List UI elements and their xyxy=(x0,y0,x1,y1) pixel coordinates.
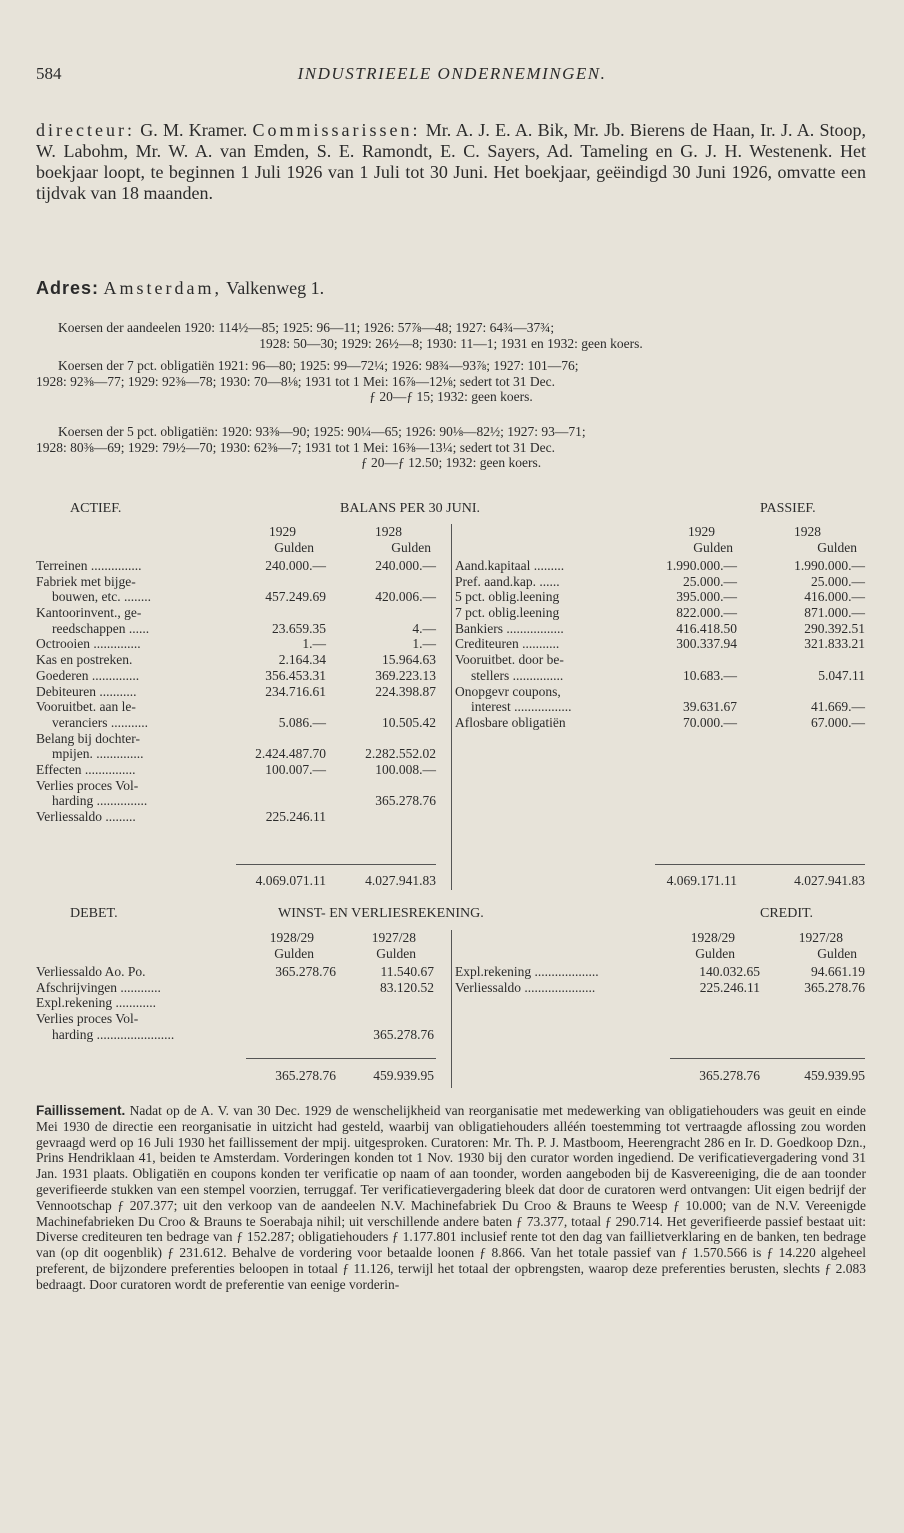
table-row xyxy=(36,621,446,637)
year-header: 1927/28 xyxy=(798,930,843,945)
table-row xyxy=(36,980,446,996)
intro-paragraph xyxy=(36,120,866,204)
row-value: 822.000.— xyxy=(676,605,737,621)
total-value: 365.278.76 xyxy=(699,1068,760,1083)
table-row xyxy=(36,746,446,762)
unit-header: Gulden xyxy=(817,945,857,961)
row-label: harding ....................... xyxy=(52,1026,175,1042)
table-row xyxy=(455,605,865,621)
row-label: Aand.kapitaal ......... xyxy=(455,558,565,573)
table-row xyxy=(455,668,865,684)
passief-table xyxy=(455,558,865,731)
year-header: 1929 xyxy=(688,524,715,539)
table-row xyxy=(36,1011,446,1027)
koersen-line: 1928: 92⅜—77; 1929: 92⅜—78; 1930: 70—8⅛; 1931 tot 1 Mei: 16⅞—12⅛; sedert tot 31 Dec. xyxy=(36,373,555,389)
row-label: Kantoorinvent., ge- xyxy=(36,605,142,621)
total-value: 4.069.171.11 xyxy=(666,873,737,888)
year-header: 1928 xyxy=(375,524,402,539)
row-value: 416.000.— xyxy=(804,589,865,605)
winst-debet-header xyxy=(36,930,446,961)
row-value: 321.833.21 xyxy=(804,636,865,652)
row-label: Expl.rekening ................... xyxy=(455,964,599,979)
table-row xyxy=(455,980,865,996)
actief-total-rule xyxy=(236,864,436,865)
table-row xyxy=(455,558,865,574)
row-value: 67.000.— xyxy=(811,714,865,730)
total-value: 459.939.95 xyxy=(804,1068,865,1083)
row-label: Terreinen ............... xyxy=(36,558,142,573)
koersen-aandeelen xyxy=(36,320,866,351)
row-value: 365.278.76 xyxy=(375,793,436,809)
balans-passief-header xyxy=(455,524,865,555)
row-value: 15.964.63 xyxy=(382,652,436,668)
row-label: Pref. aand.kap. ...... xyxy=(455,573,560,589)
row-value: 41.669.— xyxy=(811,699,865,715)
row-value: 100.007.— xyxy=(265,761,326,777)
row-value: 234.716.61 xyxy=(265,683,326,699)
intro-body: Mr. A. J. E. A. Bik, Mr. Jb. Bierens de Haan, Ir. J. A. Stoop, W. Labohm, Mr. W. A. van Emden, S. E. Ramondt, E. C. Sayers, Ad. Tameling en G. J. H. Westenenk. Het boekjaar loopt, te beginnen 1 Juli 1926 van 1 Juli tot 30 Juni. Het boekjaar, geëindigd 30 Juni 1926, omvatte een tijdvak van 18 maanden. xyxy=(36,120,866,203)
credit-total xyxy=(455,1068,865,1084)
address-city: Amsterdam, xyxy=(103,278,222,298)
table-row xyxy=(36,636,446,652)
row-value: 1.990.000.— xyxy=(794,558,865,573)
row-value: 395.000.— xyxy=(676,589,737,605)
row-label: reedschappen ...... xyxy=(52,620,150,636)
table-row xyxy=(36,1027,446,1043)
balans-actief-header xyxy=(36,524,446,555)
address-label: Adres: xyxy=(36,278,100,298)
row-label: Debiteuren ........... xyxy=(36,683,137,699)
table-row xyxy=(36,778,446,794)
table-row xyxy=(36,668,446,684)
row-label: Vooruitbet. door be- xyxy=(455,652,564,668)
koersen-line: 1928: 80⅜—69; 1929: 79½—70; 1930: 62⅜—7; 1931 tot 1 Mei: 16⅜—13¼; sedert tot 31 Dec. xyxy=(36,439,555,455)
running-title: INDUSTRIEELE ONDERNEMINGEN. xyxy=(297,64,607,83)
winst-credit-title: CREDIT. xyxy=(760,906,814,921)
winst-title: WINST- EN VERLIESREKENING. xyxy=(278,906,484,921)
table-row xyxy=(36,793,446,809)
koersen-5pct xyxy=(36,424,866,471)
row-label: Onopgevr coupons, xyxy=(455,683,561,699)
table-row xyxy=(455,589,865,605)
table-row xyxy=(36,684,446,700)
balans-title: BALANS PER 30 JUNI. xyxy=(340,501,481,516)
row-value: 5.047.11 xyxy=(818,667,865,683)
row-value: 140.032.65 xyxy=(699,964,760,979)
row-label: Kas en postreken. xyxy=(36,652,133,668)
year-header: 1927/28 xyxy=(371,930,416,945)
year-header: 1928 xyxy=(794,524,821,539)
winst-credit-header xyxy=(455,930,865,961)
table-row xyxy=(455,636,865,652)
unit-header: Gulden xyxy=(274,539,314,555)
table-row xyxy=(36,762,446,778)
row-value: 420.006.— xyxy=(375,589,436,605)
unit-header: Gulden xyxy=(695,945,735,961)
row-value: 365.278.76 xyxy=(275,964,336,979)
unit-header: Gulden xyxy=(274,945,314,961)
koersen-line: Koersen der 5 pct. obligatiën: 1920: 93⅜—90; 1925: 90¼—65; 1926: 90⅛—82½; 1927: 93—71; xyxy=(58,424,586,439)
passief-total-rule xyxy=(655,864,865,865)
row-value: 5.086.— xyxy=(278,714,326,730)
row-value: 369.223.13 xyxy=(375,667,436,683)
unit-header: Gulden xyxy=(693,539,733,555)
row-label: Effecten ............... xyxy=(36,761,136,777)
directeur-label: directeur: xyxy=(36,120,135,140)
winst-divider xyxy=(451,930,452,1088)
actief-total xyxy=(36,873,446,889)
row-value: 10.683.— xyxy=(683,667,737,683)
koersen-7pct xyxy=(36,358,866,405)
row-value: 300.337.94 xyxy=(676,636,737,652)
passief-total xyxy=(455,873,865,889)
row-value: 70.000.— xyxy=(683,714,737,730)
row-value: 290.392.51 xyxy=(804,620,865,636)
row-label: 5 pct. oblig.leening xyxy=(455,589,560,605)
table-row xyxy=(36,558,446,574)
row-value: 356.453.31 xyxy=(265,667,326,683)
row-value: 25.000.— xyxy=(683,573,737,589)
row-label: Fabriek met bijge- xyxy=(36,573,136,589)
total-value: 459.939.95 xyxy=(373,1068,434,1083)
table-row xyxy=(36,715,446,731)
koersen-line: ƒ 20—ƒ 15; 1932: geen koers. xyxy=(369,389,533,404)
table-row xyxy=(455,621,865,637)
total-value: 4.027.941.83 xyxy=(365,873,436,888)
actief-table xyxy=(36,558,446,825)
total-value: 4.069.071.11 xyxy=(255,873,326,888)
winst-debet-title: DEBET. xyxy=(70,906,118,921)
row-value: 25.000.— xyxy=(811,573,865,589)
row-label: Belang bij dochter- xyxy=(36,730,140,746)
page-number: 584 xyxy=(36,64,62,83)
row-label: Aflosbare obligatiën xyxy=(455,714,566,730)
row-label: veranciers ........... xyxy=(52,714,148,730)
row-label: harding ............... xyxy=(52,793,148,809)
commissarissen-label: Commissarissen: xyxy=(252,120,421,140)
row-value: 2.164.34 xyxy=(278,652,326,668)
row-value: 94.661.19 xyxy=(811,964,865,979)
year-header: 1928/29 xyxy=(269,930,314,945)
row-label: Expl.rekening ............ xyxy=(36,995,156,1011)
row-label: Verliessaldo Ao. Po. xyxy=(36,964,146,979)
debet-total-rule xyxy=(246,1058,436,1059)
row-value: 23.659.35 xyxy=(272,620,326,636)
row-label: Crediteuren ........... xyxy=(455,636,560,652)
row-value: 2.424.487.70 xyxy=(255,746,326,762)
row-value: 240.000.— xyxy=(265,558,326,573)
row-value: 224.398.87 xyxy=(375,683,436,699)
row-value: 83.120.52 xyxy=(380,979,434,995)
table-row xyxy=(455,715,865,731)
table-row xyxy=(36,809,446,825)
row-value: 225.246.11 xyxy=(699,979,760,995)
table-row xyxy=(455,684,865,700)
row-value: 1.990.000.— xyxy=(666,558,737,573)
unit-header: Gulden xyxy=(376,945,416,961)
table-row xyxy=(36,574,446,590)
table-row xyxy=(36,964,446,980)
row-value: 871.000.— xyxy=(804,605,865,621)
table-row xyxy=(36,652,446,668)
koersen-line: ƒ 20—ƒ 12.50; 1932: geen koers. xyxy=(360,455,542,470)
year-header: 1928/29 xyxy=(690,930,735,945)
table-row xyxy=(455,574,865,590)
debet-total xyxy=(36,1068,446,1084)
row-label: mpijen. .............. xyxy=(52,746,144,762)
table-row xyxy=(36,995,446,1011)
table-row xyxy=(36,589,446,605)
table-row xyxy=(36,699,446,715)
table-row xyxy=(455,652,865,668)
row-value: 240.000.— xyxy=(375,558,436,573)
row-value: 225.246.11 xyxy=(265,809,326,824)
row-value: 100.008.— xyxy=(375,761,436,777)
row-label: 7 pct. oblig.leening xyxy=(455,605,560,621)
credit-total-rule xyxy=(670,1058,865,1059)
year-header: 1929 xyxy=(269,524,296,539)
unit-header: Gulden xyxy=(817,539,857,555)
table-row xyxy=(455,964,865,980)
row-value: 11.540.67 xyxy=(380,964,434,979)
row-value: 2.282.552.02 xyxy=(365,746,436,762)
row-value: 4.— xyxy=(412,620,436,636)
credit-table xyxy=(455,964,865,995)
faillissement-body: Nadat op de A. V. van 30 Dec. 1929 de wenschelijkheid van reorganisatie met medewerking van obligatiehouders was geuit en einde Mei 1930 de directie een reorganisatie in uitzicht had gesteld, waarbij van obligatiehouders alléén toestemming tot vertraagde aflossing zou worden gevraagd werd op 16 Juli 1930 het faillissement der mpij. uitgesproken. Curatoren: Mr. Th. P. J. Mastboom, Heerengracht 286 en Ir. D. Goedkoop Dzn., Prins Hendriklaan 41, beiden te Amsterdam. Vorderingen konden tot 1 Nov. 1930 bij den curator worden ingediend. De verificatievergadering vond 31 Jan. 1931 plaats. Obligatiën en coupons konden ter verificatie op naam of aan toonder, worden aangeboden bij de Kasvereeniging, die de aan toonder geverifieerde stukken van een stempel voorzien, terruggaf. Ter verificatievergadering bleek dat door de curatoren werd ontvangen: Uit eigen bedrijf der Vennootschap ƒ 207.377; uit den verkoop van de aandeelen N.V. Machinefabriek Du Croo & Brauns te Weesp ƒ 10.000; van de N.V. Vereenigde Machinefabrieken Du Croo & Brauns te Soerabaja nihil; uit verschillende andere baten ƒ 73.377, totaal ƒ 290.714. Het geverifieerde passief bestaat uit: Diverse crediteuren ten bedrage van ƒ 152.287; obligatiehouders ƒ 1.177.801 inclusief rente tot den dag van faillietverklaring en de banken, ten bedrage van (op dit oogenblik) ƒ 231.612. Behalve de vordering voor betaalde loonen ƒ 8.866. Van het totale passief van ƒ 1.570.566 is ƒ 14.220 algeheel preferent, de bijzondere preferenties beloopen in totaal ƒ 11.126, terwijl het totaal der opbrengsten, waarop deze preferenties berusten, slechts ƒ 2.083 bedraagt. Door curatoren wordt de preferentie van eenige vorderin- xyxy=(36,1103,866,1292)
page-header xyxy=(36,64,868,88)
row-label: Octrooien .............. xyxy=(36,636,141,652)
address-line xyxy=(36,278,324,299)
total-value: 4.027.941.83 xyxy=(794,873,865,888)
koersen-line: 1928: 50—30; 1929: 26½—8; 1930: 11—1; 1931 en 1932: geen koers. xyxy=(259,335,643,351)
row-value: 1.— xyxy=(412,636,436,652)
row-label: bouwen, etc. ........ xyxy=(52,589,151,605)
row-label: interest ................. xyxy=(471,699,572,715)
debet-table xyxy=(36,964,446,1042)
row-value: 39.631.67 xyxy=(683,699,737,715)
table-row xyxy=(455,699,865,715)
row-value: 10.505.42 xyxy=(382,714,436,730)
balans-divider xyxy=(451,524,452,890)
row-label: Vooruitbet. aan le- xyxy=(36,699,136,715)
row-label: Afschrijvingen ............ xyxy=(36,979,161,995)
row-value: 457.249.69 xyxy=(265,589,326,605)
total-value: 365.278.76 xyxy=(275,1068,336,1083)
directeur-name: G. M. Kramer. xyxy=(134,120,253,140)
balans-actief-title: ACTIEF. xyxy=(70,501,122,516)
row-label: Verlies proces Vol- xyxy=(36,1011,139,1027)
row-value: 1.— xyxy=(302,636,326,652)
balans-passief-title: PASSIEF. xyxy=(760,501,816,516)
row-value: 365.278.76 xyxy=(804,979,865,995)
row-label: Verliessaldo ......... xyxy=(36,809,136,824)
address-street: Valkenweg 1. xyxy=(226,278,325,298)
koersen-line: Koersen der 7 pct. obligatiën 1921: 96—80; 1925: 99—72¼; 1926: 98¾—93⅞; 1927: 101—76; xyxy=(58,358,579,373)
row-label: Verlies proces Vol- xyxy=(36,777,139,793)
row-label: stellers ............... xyxy=(471,667,564,683)
row-label: Goederen .............. xyxy=(36,667,140,683)
row-value: 365.278.76 xyxy=(373,1026,434,1042)
row-label: Verliessaldo ..................... xyxy=(455,979,596,995)
faillissement-paragraph xyxy=(36,1103,866,1293)
unit-header: Gulden xyxy=(391,539,431,555)
koersen-line: Koersen der aandeelen 1920: 114½—85; 1925: 96—11; 1926: 57⅞—48; 1927: 64¾—37¾; xyxy=(58,320,555,335)
faillissement-lead: Faillissement. xyxy=(36,1103,126,1118)
table-row xyxy=(36,605,446,621)
row-label: Bankiers ................. xyxy=(455,620,564,636)
table-row xyxy=(36,731,446,747)
row-value: 416.418.50 xyxy=(676,620,737,636)
